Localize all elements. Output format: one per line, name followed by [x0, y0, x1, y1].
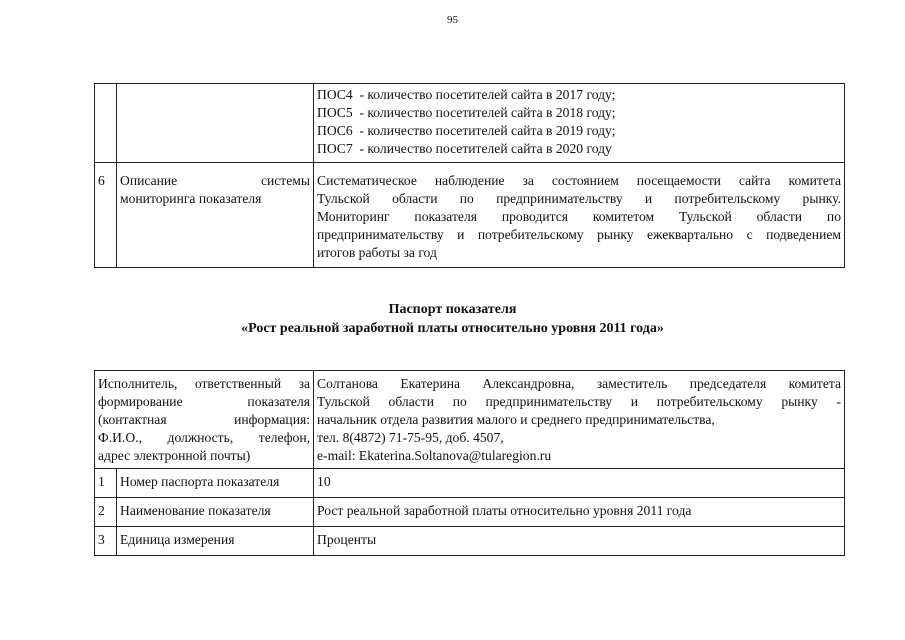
text-line: Систематическое наблюдение за состоянием посещаемости сайта комитета	[317, 173, 841, 188]
row-label-cell	[117, 84, 314, 163]
table-row	[95, 469, 845, 498]
row-value-cell	[314, 84, 845, 163]
label-line: Исполнитель, ответственный за	[98, 376, 311, 391]
row-value-cell: 10	[314, 469, 845, 498]
row-number-cell: 6	[95, 163, 117, 268]
label-line: Ф.И.О., должность, телефон,	[98, 430, 311, 445]
list-item: ПОС4 - количество посетителей сайта в 2017 году;	[317, 87, 616, 102]
row-number-cell	[95, 84, 117, 163]
row-number-cell: 1	[95, 469, 117, 498]
text-line: итогов работы за год	[317, 245, 437, 260]
passport-heading	[0, 300, 905, 338]
table-row	[95, 371, 845, 469]
indicator-passport-table	[94, 370, 845, 556]
text-line: Мониторинг показателя проводится комитетом Тульской области по	[317, 209, 841, 224]
table-row	[95, 84, 845, 163]
table-row	[95, 527, 845, 556]
text-line: тел. 8(4872) 71-75-95, доб. 4507,	[317, 430, 504, 445]
row-label-cell: Номер паспорта показателя	[117, 469, 314, 498]
email-text: e-mail: Ekaterina.Soltanova@tularegion.ru	[317, 448, 552, 463]
row-value-cell: Проценты	[314, 527, 845, 556]
table-row	[95, 163, 845, 268]
heading-subtitle: «Рост реальной заработной платы относительно уровня 2011 года»	[241, 321, 664, 336]
label-line: (контактная информация:	[98, 412, 311, 427]
row-value-cell	[314, 163, 845, 268]
text-line: Солтанова Екатерина Александровна, заместитель председателя комитета	[317, 376, 842, 391]
row-label-cell: Наименование показателя	[117, 498, 314, 527]
indicator-table-continued	[94, 83, 845, 268]
heading-title: Паспорт показателя	[388, 302, 517, 317]
list-item: ПОС5 - количество посетителей сайта в 2018 году;	[317, 105, 616, 120]
executor-value-cell	[314, 371, 845, 469]
label-line: Описание системы	[120, 173, 310, 188]
text-line: начальник отдела развития малого и среднего предпринимательства,	[317, 412, 715, 427]
text-line: Тульской области по предпринимательству и потребительскому рынку -	[317, 394, 842, 409]
list-item: ПОС7 - количество посетителей сайта в 2020 году	[317, 141, 612, 156]
label-line: формирование показателя	[98, 394, 311, 409]
row-label-cell	[117, 163, 314, 268]
list-item: ПОС6 - количество посетителей сайта в 2019 году;	[317, 123, 616, 138]
table-row	[95, 498, 845, 527]
row-label-cell: Единица измерения	[117, 527, 314, 556]
label-line: адрес электронной почты)	[98, 448, 251, 463]
row-number-cell: 3	[95, 527, 117, 556]
page-number: 95	[447, 14, 458, 26]
row-value-cell: Рост реальной заработной платы относительно уровня 2011 года	[314, 498, 845, 527]
row-number-cell: 2	[95, 498, 117, 527]
text-line: Тульской области по предпринимательству и потребительскому рынку.	[317, 191, 841, 206]
text-line: предпринимательству и потребительскому рынку ежеквартально с подведением	[317, 227, 841, 242]
label-line: мониторинга показателя	[120, 191, 262, 206]
executor-label-cell	[95, 371, 314, 469]
